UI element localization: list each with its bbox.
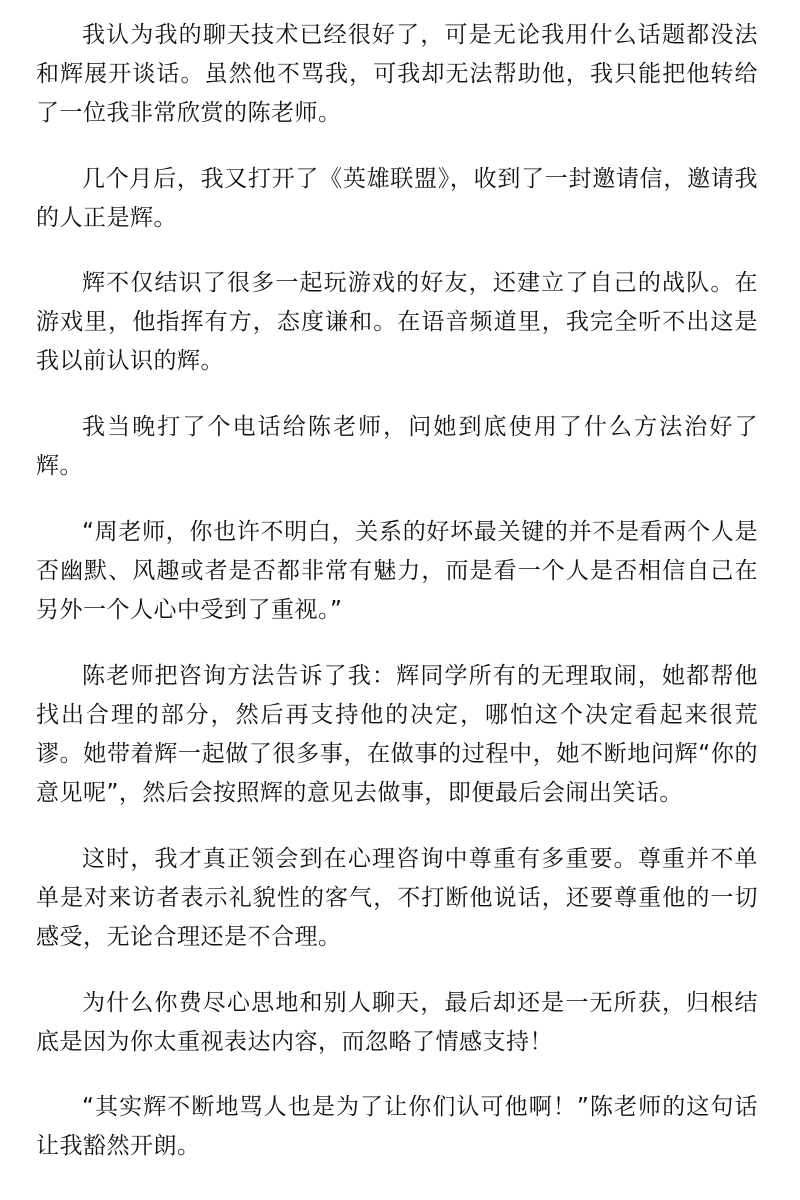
paragraph-4: 我当晚打了个电话给陈老师，问她到底使用了什么方法治好了辉。	[36, 414, 758, 479]
paragraph-9: “其实辉不断地骂人也是为了让你们认可他啊！”陈老师的这句话让我豁然开朗。	[36, 1094, 758, 1159]
paragraph-3: 辉不仅结识了很多一起玩游戏的好友，还建立了自己的战队。在游戏里，他指挥有方，态度谦和。在语音频道里，我完全听不出这是我以前认识的辉。	[36, 270, 758, 374]
paragraph-8: 为什么你费尽心思地和别人聊天，最后却还是一无所获，归根结底是因为你太重视表达内容，而忽略了情感支持！	[36, 990, 758, 1055]
paragraph-2: 几个月后，我又打开了《英雄联盟》，收到了一封邀请信，邀请我的人正是辉。	[36, 166, 758, 231]
paragraph-1: 我认为我的聊天技术已经很好了，可是无论我用什么话题都没法和辉展开谈话。虽然他不骂我，可我却无法帮助他，我只能把他转给了一位我非常欣赏的陈老师。	[36, 22, 758, 126]
paragraph-5: “周老师，你也许不明白，关系的好坏最关键的并不是看两个人是否幽默、风趣或者是否都非常有魅力，而是看一个人是否相信自己在另外一个人心中受到了重视。”	[36, 519, 758, 623]
paragraph-7: 这时，我才真正领会到在心理咨询中尊重有多重要。尊重并不单单是对来访者表示礼貌性的客气，不打断他说话，还要尊重他的一切感受，无论合理还是不合理。	[36, 846, 758, 950]
paragraph-6: 陈老师把咨询方法告诉了我：辉同学所有的无理取闹，她都帮他找出合理的部分，然后再支持他的决定，哪怕这个决定看起来很荒谬。她带着辉一起做了很多事，在做事的过程中，她不断地问辉“你的意见呢”，然后会按照辉的意见去做事，即便最后会闹出笑话。	[36, 663, 758, 806]
